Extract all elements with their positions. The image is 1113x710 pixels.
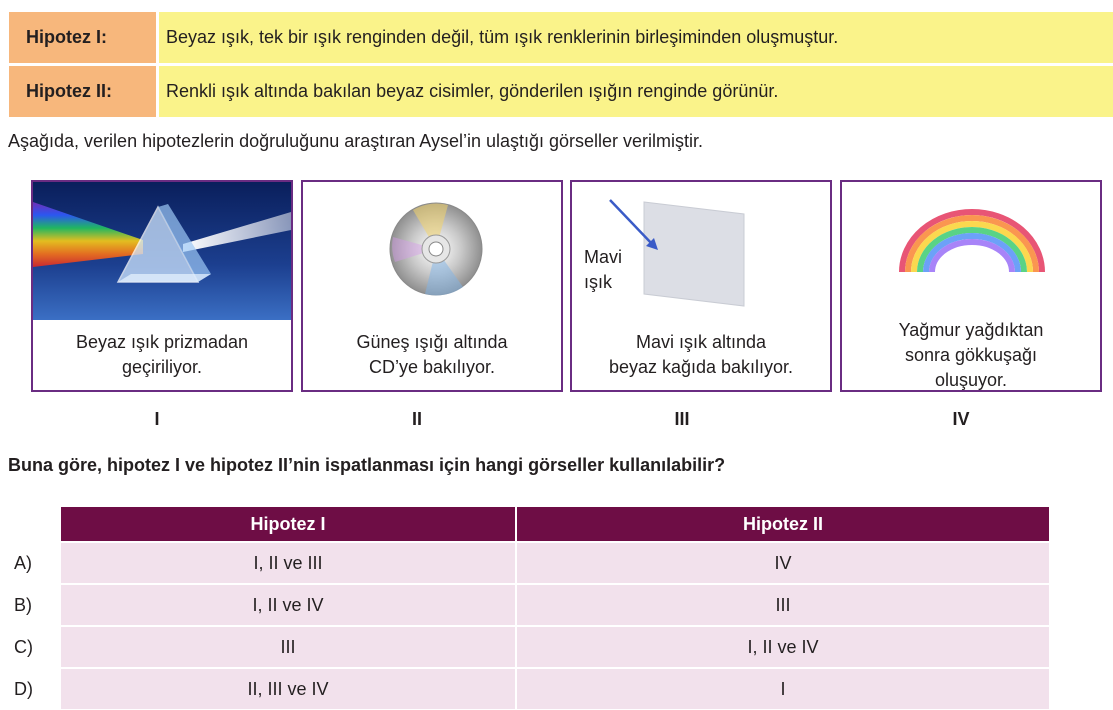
question-text: Buna göre, hipotez I ve hipotez II’nin ispatlanması için hangi görseller kullanılabilir? [8, 455, 726, 475]
card-blue-light [570, 180, 832, 392]
intro-text: Aşağıda, verilen hipotezlerin doğruluğunu araştıran Aysel’in ulaştığı görseller verilmiştir. [8, 131, 704, 151]
answer-row-b[interactable] [61, 585, 1049, 625]
option-letter[interactable]: A) [14, 553, 32, 573]
card-prism [31, 180, 293, 392]
hypothesis-label: Hipotez II: [9, 66, 156, 117]
table-cell: IV [517, 543, 1049, 583]
option-letter[interactable]: C) [14, 637, 33, 657]
column-header: Hipotez I [61, 507, 515, 541]
card-rainbow [840, 180, 1102, 392]
answer-row-a[interactable] [61, 543, 1049, 583]
table-cell: II, III ve IV [61, 669, 515, 709]
hypothesis-label: Hipotez I: [9, 12, 156, 63]
card-numeral: IV [952, 409, 970, 429]
card-numeral: I [154, 409, 160, 429]
card-caption: Beyaz ışık prizmadan geçiriliyor. [75, 332, 249, 377]
prism-image [33, 182, 291, 320]
answer-table [61, 507, 1049, 709]
answer-table-header [61, 507, 1049, 541]
card-caption: Mavi ışık altında beyaz kağıda bakılıyor. [608, 332, 794, 377]
table-cell: III [61, 627, 515, 667]
option-letter[interactable]: D) [14, 679, 33, 699]
table-cell: I, II ve III [61, 543, 515, 583]
column-header: Hipotez II [517, 507, 1049, 541]
table-cell: III [517, 585, 1049, 625]
card-cd [301, 180, 563, 392]
option-letter[interactable]: B) [14, 595, 32, 615]
rainbow-image [842, 182, 1100, 320]
hypothesis-text: Renkli ışık altında bakılan beyaz cisimler, gönderilen ışığın renginde görünür. [159, 66, 1113, 117]
card-caption: Yağmur yağdıktan sonra gökkuşağı oluşuyor. [898, 319, 1044, 390]
card-numeral: III [674, 409, 690, 429]
table-cell: I [517, 669, 1049, 709]
blue-light-label: Mavi ışık [584, 247, 623, 292]
table-cell: I, II ve IV [61, 585, 515, 625]
card-numeral: II [411, 409, 422, 429]
answer-row-c[interactable] [61, 627, 1049, 667]
cd-image [303, 182, 561, 320]
answer-row-d[interactable] [61, 669, 1049, 709]
card-caption: Güneş ışığı altında CD’ye bakılıyor. [356, 332, 508, 377]
table-cell: I, II ve IV [517, 627, 1049, 667]
hypothesis-text: Beyaz ışık, tek bir ışık renginden değil, tüm ışık renklerinin birleşiminden oluşmuştur. [159, 12, 1113, 63]
hypothesis-row-1 [9, 12, 1113, 63]
hypothesis-row-2 [9, 66, 1113, 117]
hypothesis-table [9, 12, 1113, 120]
